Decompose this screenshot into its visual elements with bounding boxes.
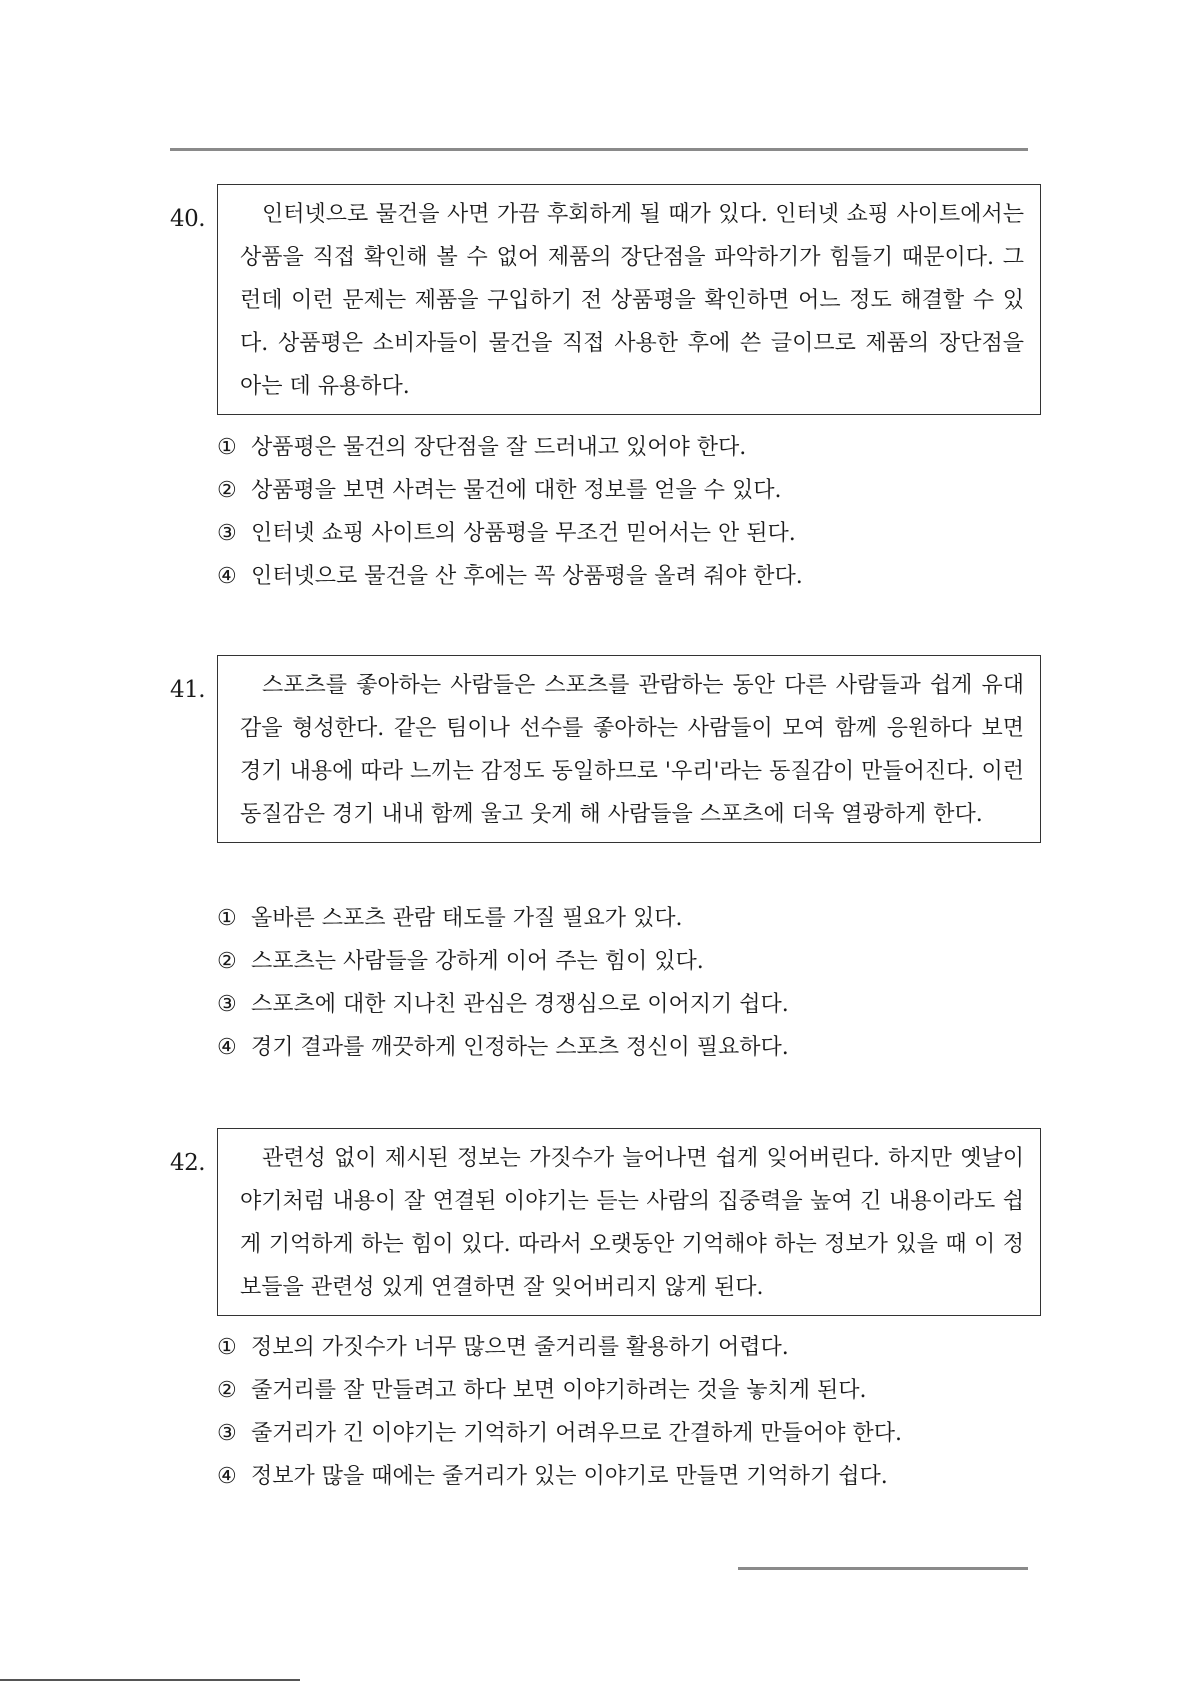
choice-3[interactable] [217,983,789,1026]
choice-text: 상품평은 물건의 장단점을 잘 드러내고 있어야 한다. [251,435,747,460]
choice-text: 올바른 스포츠 관람 태도를 가질 필요가 있다. [251,906,683,931]
choice-3[interactable] [217,512,803,555]
choice-marker: ④ [217,1464,237,1489]
choice-2[interactable] [217,1369,902,1412]
choice-text: 스포츠는 사람들을 강하게 이어 주는 힘이 있다. [251,949,704,974]
choice-text: 정보의 가짓수가 너무 많으면 줄거리를 활용하기 어렵다. [251,1335,789,1360]
choice-marker: ② [217,478,237,503]
choice-text: 스포츠에 대한 지나친 관심은 경쟁심으로 이어지기 쉽다. [251,992,789,1017]
choice-list [217,897,789,1069]
choice-text: 인터넷으로 물건을 산 후에는 꼭 상품평을 올려 줘야 한다. [251,564,803,589]
choice-marker: ① [217,435,237,460]
choice-marker: ① [217,906,237,931]
choice-1[interactable] [217,897,789,940]
choice-text: 줄거리가 긴 이야기는 기억하기 어려우므로 간결하게 만들어야 한다. [251,1421,903,1446]
choice-marker: ① [217,1335,237,1360]
choice-marker: ④ [217,564,237,589]
page-edge-mark [0,1679,300,1681]
choice-4[interactable] [217,1026,789,1069]
passage-box: 인터넷으로 물건을 사면 가끔 후회하게 될 때가 있다. 인터넷 쇼핑 사이트에서는 상품을 직접 확인해 볼 수 없어 제품의 장단점을 파악하기가 힘들기 때문이다. 그런데 이런 문제는 제품을 구입하기 전 상품평을 확인하면 어느 정도 해결할 수 있다. 상품평은 소비자들이 물건을 직접 사용한 후에 쓴 글이므로 제품의 장단점을 아는 데 유용하다. [217,184,1041,415]
choice-4[interactable] [217,1455,902,1498]
choice-text: 인터넷 쇼핑 사이트의 상품평을 무조건 믿어서는 안 된다. [251,521,796,546]
choice-list [217,426,803,598]
choice-text: 경기 결과를 깨끗하게 인정하는 스포츠 정신이 필요하다. [251,1035,789,1060]
passage-box: 스포츠를 좋아하는 사람들은 스포츠를 관람하는 동안 다른 사람들과 쉽게 유대감을 형성한다. 같은 팀이나 선수를 좋아하는 사람들이 모여 함께 응원하다 보면 경기 내용에 따라 느끼는 감정도 동일하므로 '우리'라는 동질감이 만들어진다. 이런 동질감은 경기 내내 함께 울고 웃게 해 사람들을 스포츠에 더욱 열광하게 한다. [217,655,1041,843]
choice-marker: ② [217,1378,237,1403]
question-number: 42. [170,1150,206,1176]
question-number: 40. [170,206,206,232]
choice-1[interactable] [217,1326,902,1369]
choice-2[interactable] [217,469,803,512]
choice-text: 상품평을 보면 사려는 물건에 대한 정보를 얻을 수 있다. [251,478,782,503]
passage-box: 관련성 없이 제시된 정보는 가짓수가 늘어나면 쉽게 잊어버린다. 하지만 옛날이야기처럼 내용이 잘 연결된 이야기는 듣는 사람의 집중력을 높여 긴 내용이라도 쉽게 기억하게 하는 힘이 있다. 따라서 오랫동안 기억해야 하는 정보가 있을 때 이 정보들을 관련성 있게 연결하면 잘 잊어버리지 않게 된다. [217,1128,1041,1316]
choice-marker: ④ [217,1035,237,1060]
footer-rule [738,1567,1028,1570]
choice-marker: ③ [217,1421,237,1446]
choice-3[interactable] [217,1412,902,1455]
choice-marker: ③ [217,521,237,546]
question-number: 41. [170,677,206,703]
header-rule [170,148,1028,151]
choice-1[interactable] [217,426,803,469]
choice-list [217,1326,902,1498]
choice-text: 줄거리를 잘 만들려고 하다 보면 이야기하려는 것을 놓치게 된다. [251,1378,867,1403]
choice-marker: ② [217,949,237,974]
choice-2[interactable] [217,940,789,983]
choice-4[interactable] [217,555,803,598]
choice-text: 정보가 많을 때에는 줄거리가 있는 이야기로 만들면 기억하기 쉽다. [251,1464,888,1489]
choice-marker: ③ [217,992,237,1017]
